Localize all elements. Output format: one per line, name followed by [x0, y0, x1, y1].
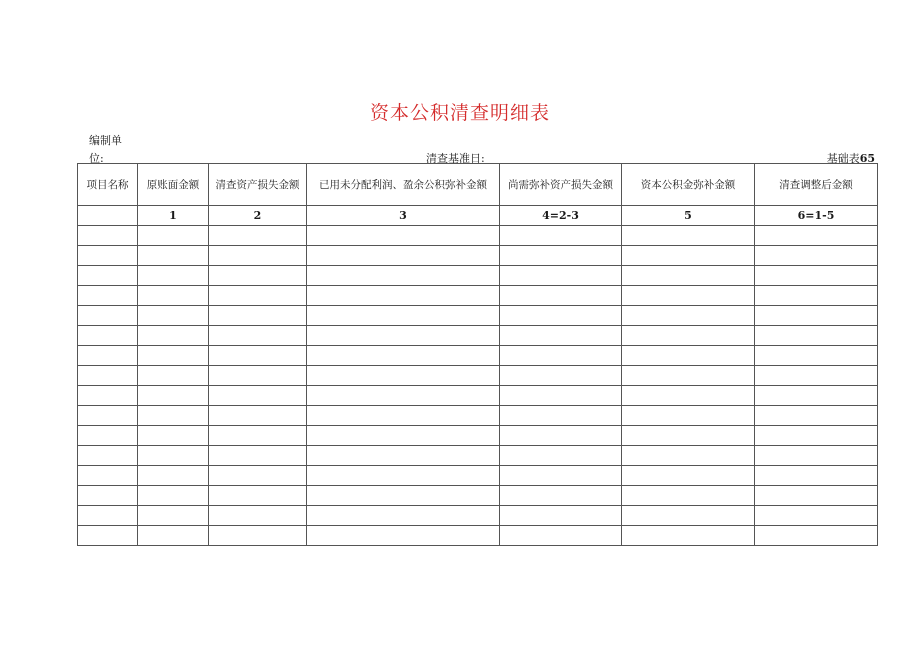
table-cell[interactable] [209, 486, 307, 506]
table-cell[interactable] [500, 286, 622, 306]
table-cell[interactable] [500, 306, 622, 326]
table-cell[interactable] [622, 406, 755, 426]
table-cell[interactable] [209, 366, 307, 386]
table-cell[interactable] [307, 306, 500, 326]
table-cell[interactable] [622, 246, 755, 266]
header-row [78, 164, 878, 206]
table-cell[interactable] [209, 306, 307, 326]
table-cell[interactable] [78, 506, 138, 526]
table-cell[interactable] [307, 446, 500, 466]
table-cell[interactable] [307, 246, 500, 266]
table-cell[interactable] [209, 506, 307, 526]
table-cell[interactable] [209, 446, 307, 466]
table-cell[interactable] [78, 446, 138, 466]
table-cell[interactable] [622, 526, 755, 546]
table-row [78, 426, 878, 446]
table-cell[interactable] [622, 266, 755, 286]
table-cell[interactable] [500, 406, 622, 426]
page-title: 资本公积清查明细表 [369, 102, 550, 124]
table-cell[interactable] [138, 386, 209, 406]
table-cell[interactable] [500, 506, 622, 526]
table-row [78, 366, 878, 386]
table-cell[interactable] [755, 526, 878, 546]
table-cell[interactable] [500, 366, 622, 386]
index-cell: 4=2-3 [500, 206, 622, 226]
table-cell[interactable] [622, 506, 755, 526]
table-cell[interactable] [307, 266, 500, 286]
compiling-unit-label-line1: 编制单 [89, 134, 122, 147]
table-cell[interactable] [78, 406, 138, 426]
compiling-unit-label-line2: 位: [89, 152, 104, 165]
table-cell[interactable] [209, 326, 307, 346]
table-cell[interactable] [138, 286, 209, 306]
table-cell[interactable] [307, 226, 500, 246]
index-cell: 5 [622, 206, 755, 226]
table-cell[interactable] [622, 346, 755, 366]
table-cell[interactable] [755, 286, 878, 306]
table-row [78, 466, 878, 486]
table-cell[interactable] [622, 226, 755, 246]
table-row [78, 346, 878, 366]
table-row [78, 266, 878, 286]
table-cell[interactable] [138, 506, 209, 526]
table-cell[interactable] [307, 486, 500, 506]
table-cell[interactable] [78, 426, 138, 446]
table-cell[interactable] [755, 246, 878, 266]
table-row [78, 526, 878, 546]
table-cell[interactable] [138, 326, 209, 346]
table-cell[interactable] [622, 366, 755, 386]
table-cell[interactable] [755, 326, 878, 346]
table-cell[interactable] [622, 286, 755, 306]
table-cell[interactable] [307, 326, 500, 346]
table-cell[interactable] [307, 426, 500, 446]
table-cell[interactable] [78, 486, 138, 506]
table-cell[interactable] [209, 526, 307, 546]
table-cell[interactable] [78, 286, 138, 306]
table-cell[interactable] [500, 526, 622, 546]
table-cell[interactable] [138, 266, 209, 286]
table-cell[interactable] [78, 386, 138, 406]
table-cell[interactable] [622, 426, 755, 446]
header-original-book-amount: 原账面金额 [138, 164, 209, 206]
table-row [78, 386, 878, 406]
table-row [78, 226, 878, 246]
table-cell[interactable] [209, 346, 307, 366]
table-code-label: 基础表 [826, 152, 860, 165]
table-cell[interactable] [78, 246, 138, 266]
table-row [78, 286, 878, 306]
table-row [78, 326, 878, 346]
table-cell[interactable] [209, 426, 307, 446]
table-row [78, 306, 878, 326]
table-row [78, 246, 878, 266]
table-cell[interactable] [78, 466, 138, 486]
table-cell[interactable] [755, 266, 878, 286]
table-cell[interactable] [138, 466, 209, 486]
table-cell[interactable] [622, 446, 755, 466]
table-row [78, 506, 878, 526]
table-row [78, 446, 878, 466]
index-cell [78, 206, 138, 226]
table-cell[interactable] [307, 506, 500, 526]
table-cell[interactable] [209, 246, 307, 266]
index-cell: 2 [209, 206, 307, 226]
base-date-label: 清查基准日: [426, 152, 485, 165]
table-cell[interactable] [138, 346, 209, 366]
table-cell[interactable] [78, 326, 138, 346]
table-cell[interactable] [755, 466, 878, 486]
header-remaining-loss: 尚需弥补资产损失金额 [500, 164, 622, 206]
header-item-name: 项目名称 [78, 164, 138, 206]
detail-table [77, 163, 878, 546]
table-cell[interactable] [307, 466, 500, 486]
table-cell[interactable] [78, 226, 138, 246]
header-profit-surplus-offset: 已用未分配利润、盈余公积弥补金额 [307, 164, 500, 206]
table-cell[interactable] [755, 346, 878, 366]
table-cell[interactable] [307, 526, 500, 546]
table-cell[interactable] [500, 246, 622, 266]
table-cell[interactable] [78, 306, 138, 326]
table-cell[interactable] [500, 446, 622, 466]
table-cell[interactable] [138, 486, 209, 506]
table-cell[interactable] [755, 506, 878, 526]
table-cell[interactable] [307, 406, 500, 426]
table-cell[interactable] [755, 366, 878, 386]
table-cell[interactable] [307, 286, 500, 306]
table-cell[interactable] [307, 386, 500, 406]
table-cell[interactable] [622, 486, 755, 506]
header-adjusted-amount: 清查调整后金额 [755, 164, 878, 206]
table-cell[interactable] [209, 406, 307, 426]
table-cell[interactable] [755, 486, 878, 506]
table-cell[interactable] [78, 266, 138, 286]
table-cell[interactable] [307, 346, 500, 366]
table-cell[interactable] [500, 386, 622, 406]
index-cell: 6=1-5 [755, 206, 878, 226]
table-cell[interactable] [755, 426, 878, 446]
table-cell[interactable] [307, 366, 500, 386]
index-cell: 1 [138, 206, 209, 226]
table-cell[interactable] [138, 526, 209, 546]
table-cell[interactable] [500, 326, 622, 346]
table-cell[interactable] [209, 466, 307, 486]
table-cell[interactable] [78, 366, 138, 386]
table-cell[interactable] [138, 406, 209, 426]
table-cell[interactable] [138, 306, 209, 326]
table-cell[interactable] [622, 326, 755, 346]
table-cell[interactable] [138, 226, 209, 246]
header-asset-loss-amount: 清查资产损失金额 [209, 164, 307, 206]
column-index-row [78, 206, 878, 226]
table-cell[interactable] [138, 426, 209, 446]
index-cell: 3 [307, 206, 500, 226]
table-row [78, 486, 878, 506]
table-cell[interactable] [500, 266, 622, 286]
table-cell[interactable] [622, 306, 755, 326]
table-cell[interactable] [78, 346, 138, 366]
table-cell[interactable] [755, 226, 878, 246]
table-cell[interactable] [78, 526, 138, 546]
table-cell[interactable] [500, 486, 622, 506]
table-cell[interactable] [209, 266, 307, 286]
table-cell[interactable] [622, 386, 755, 406]
header-capital-reserve-offset: 资本公积金弥补金额 [622, 164, 755, 206]
table-row [78, 406, 878, 426]
table-cell[interactable] [209, 386, 307, 406]
table-cell[interactable] [755, 446, 878, 466]
table-cell[interactable] [209, 286, 307, 306]
table-cell[interactable] [622, 466, 755, 486]
table-cell[interactable] [755, 306, 878, 326]
table-cell[interactable] [500, 226, 622, 246]
table-cell[interactable] [500, 346, 622, 366]
table-code-number: 65 [859, 152, 875, 165]
table-cell[interactable] [755, 386, 878, 406]
table-cell[interactable] [500, 426, 622, 446]
table-cell[interactable] [755, 406, 878, 426]
table-cell[interactable] [138, 366, 209, 386]
table-cell[interactable] [138, 446, 209, 466]
table-cell[interactable] [138, 246, 209, 266]
table-cell[interactable] [500, 466, 622, 486]
table-cell[interactable] [209, 226, 307, 246]
